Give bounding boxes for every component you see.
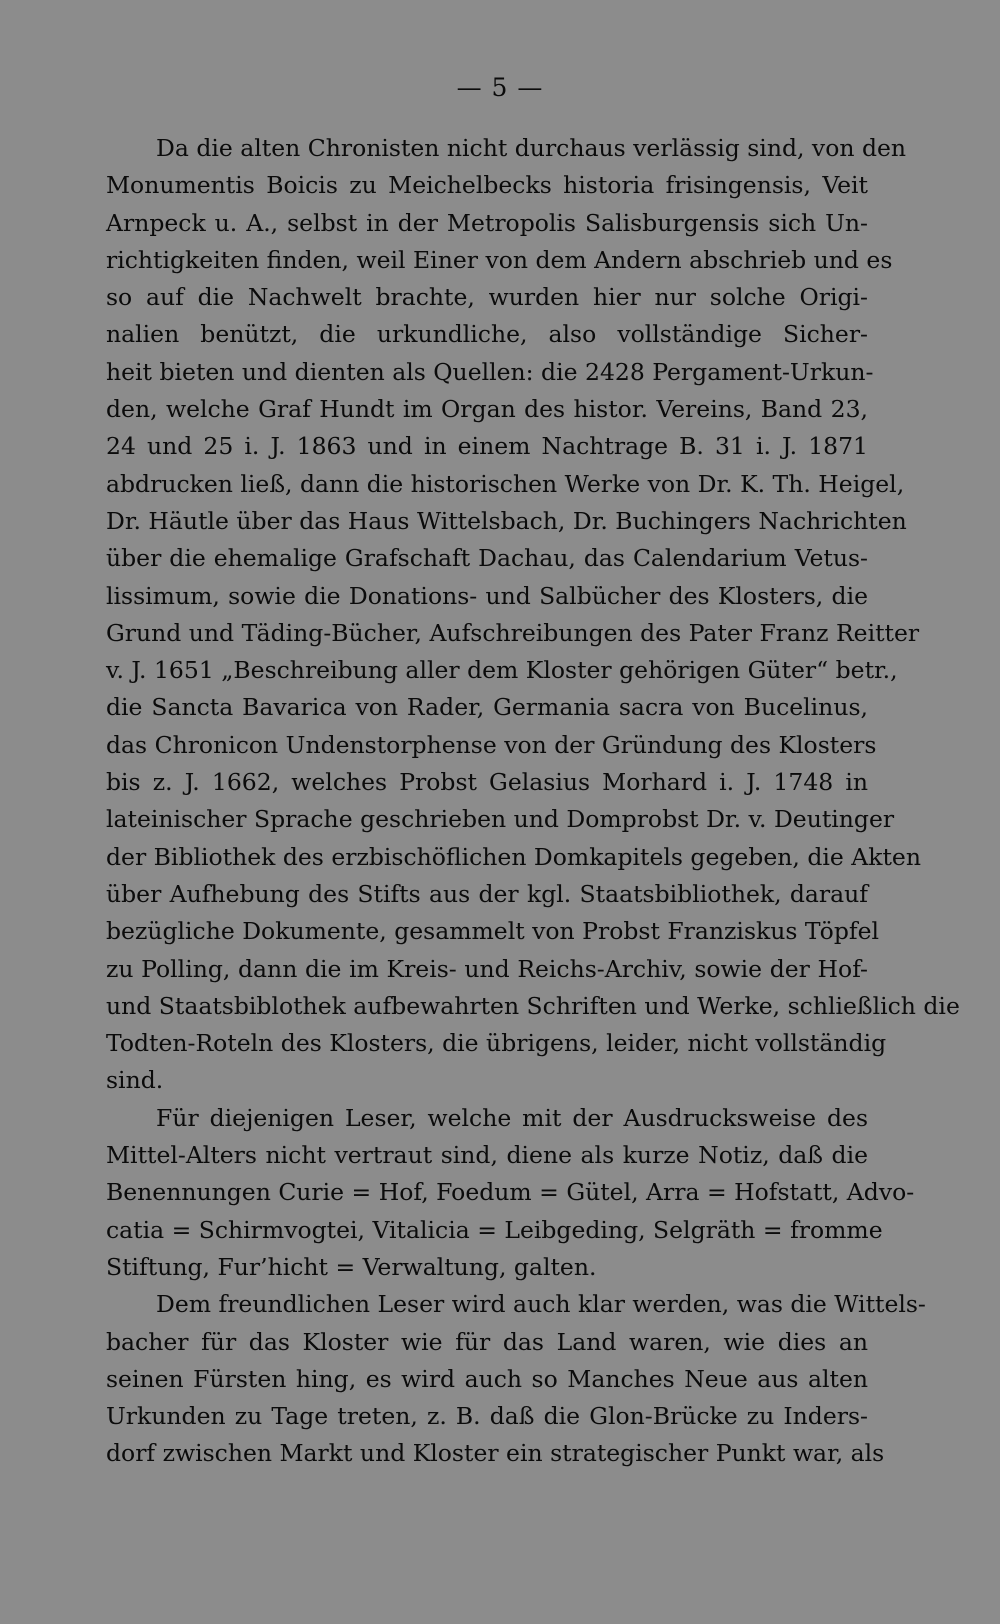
- text-line: Todten-Roteln des Klosters, die übrigens, leider, nicht vollständig: [106, 1029, 887, 1058]
- text-line: lissimum, sowie die Donations- und Salbücher des Klosters, die: [106, 581, 868, 610]
- text-line: bis z. J. 1662, welches Probst Gelasius Morhard i. J. 1748 in: [106, 768, 868, 797]
- text-line: der Bibliothek des erzbischöflichen Domkapitels gegeben, die Akten: [106, 842, 921, 871]
- text-line: Benennungen Curie = Hof, Foedum = Gütel, Arra = Hofstatt, Advo-: [106, 1178, 915, 1207]
- text-line: über die ehemalige Grafschaft Dachau, das Calendarium Vetus-: [106, 544, 868, 573]
- text-line: und Staatsbiblothek aufbewahrten Schriften und Werke, schließlich die: [106, 991, 960, 1020]
- text-line: richtigkeiten finden, weil Einer von dem Andern abschrieb und es: [106, 245, 893, 274]
- body-text: [106, 130, 960, 1473]
- text-line: die Sancta Bavarica von Rader, Germania sacra von Bucelinus,: [106, 693, 868, 722]
- text-line: über Aufhebung des Stifts aus der kgl. Staatsbibliothek, darauf: [106, 879, 868, 908]
- text-line: so auf die Nachwelt brachte, wurden hier nur solche Origi-: [106, 283, 868, 312]
- text-line: v. J. 1651 „Beschreibung aller dem Kloster gehörigen Güter“ betr.,: [106, 656, 898, 685]
- text-line: Stiftung, Fur’hicht = Verwaltung, galten.: [106, 1252, 597, 1281]
- text-line: lateinischer Sprache geschrieben und Domprobst Dr. v. Deutinger: [106, 805, 895, 834]
- text-line: Dem freundlichen Leser wird auch klar werden, was die Wittels-: [156, 1290, 926, 1319]
- text-line: den, welche Graf Hundt im Organ des histor. Vereins, Band 23,: [106, 395, 868, 424]
- text-line: Da die alten Chronisten nicht durchaus verlässig sind, von den: [156, 134, 907, 162]
- text-line: sind.: [106, 1066, 164, 1095]
- text-line: Grund und Täding-Bücher, Aufschreibungen des Pater Franz Reitter: [106, 618, 920, 647]
- text-line: Dr. Häutle über das Haus Wittelsbach, Dr. Buchingers Nachrichten: [106, 506, 907, 535]
- text-line: Mittel-Alters nicht vertraut sind, diene als kurze Notiz, daß die: [106, 1141, 868, 1170]
- paragraph-sources: [106, 130, 960, 1100]
- page-number: — 5 —: [456, 73, 544, 102]
- text-line: catia = Schirmvogtei, Vitalicia = Leibgeding, Selgräth = fromme: [106, 1215, 883, 1244]
- text-line: Urkunden zu Tage treten, z. B. daß die Glon-Brücke zu Inders-: [106, 1402, 868, 1431]
- paragraph-glossary: [106, 1100, 915, 1286]
- paragraph-wittelsbach: [106, 1286, 926, 1472]
- text-line: Für diejenigen Leser, welche mit der Ausdrucksweise des: [156, 1103, 868, 1132]
- text-line: Monumentis Boicis zu Meichelbecks historia frisingensis, Veit: [106, 171, 868, 200]
- text-line: 24 und 25 i. J. 1863 und in einem Nachtrage B. 31 i. J. 1871: [106, 432, 868, 461]
- text-line: bacher für das Kloster wie für das Land waren, wie dies an: [106, 1327, 868, 1356]
- text-line: bezügliche Dokumente, gesammelt von Probst Franziskus Töpfel: [106, 917, 879, 946]
- text-line: zu Polling, dann die im Kreis- und Reichs-Archiv, sowie der Hof-: [106, 954, 868, 983]
- text-line: Arnpeck u. A., selbst in der Metropolis Salisburgensis sich Un-: [106, 208, 868, 237]
- text-line: das Chronicon Undenstorphense von der Gründung des Klosters: [106, 730, 877, 759]
- text-line: abdrucken ließ, dann die historischen Werke von Dr. K. Th. Heigel,: [106, 469, 905, 498]
- text-line: dorf zwischen Markt und Kloster ein strategischer Punkt war, als: [106, 1439, 885, 1468]
- text-line: nalien benützt, die urkundliche, also vollständige Sicher-: [106, 320, 868, 349]
- text-line: heit bieten und dienten als Quellen: die 2428 Pergament-Urkun-: [106, 357, 874, 386]
- text-line: seinen Fürsten hing, es wird auch so Manches Neue aus alten: [106, 1364, 868, 1393]
